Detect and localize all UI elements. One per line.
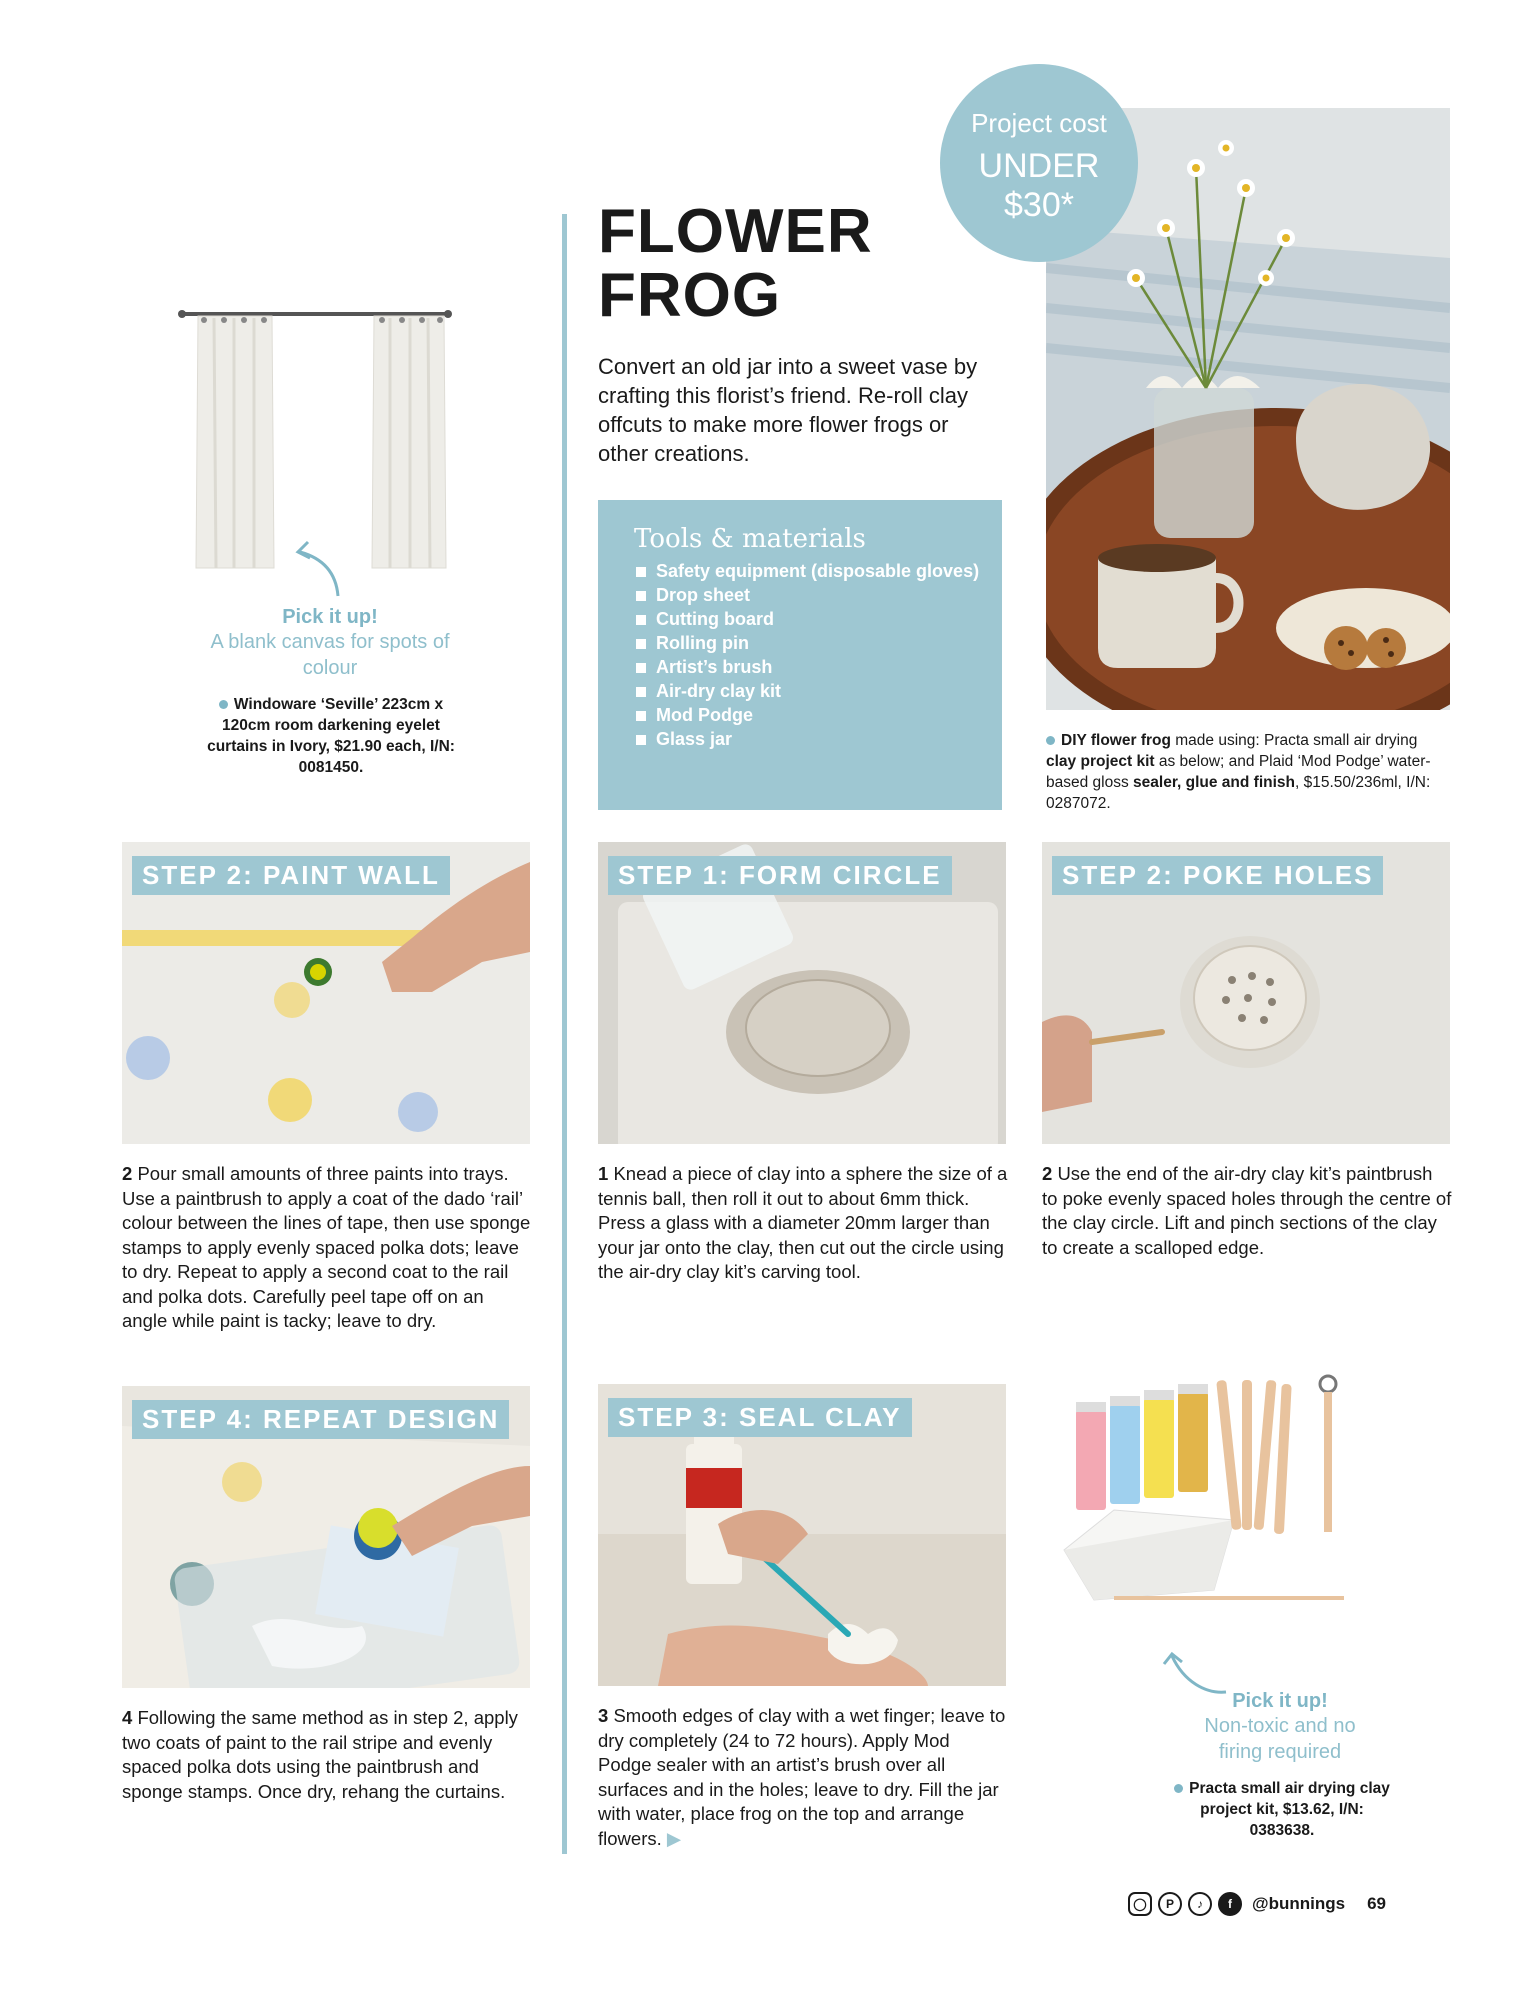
page-number: 69 bbox=[1367, 1894, 1386, 1913]
instagram-icon[interactable]: ◯ bbox=[1128, 1892, 1152, 1916]
list-item: Safety equipment (disposable gloves) bbox=[634, 560, 982, 583]
bullet-dot-icon bbox=[1046, 736, 1055, 745]
clay-product-info: Practa small air drying clay project kit, $13.62, I/N: 0383638. bbox=[1172, 1778, 1392, 1841]
tiktok-icon[interactable]: ♪ bbox=[1188, 1892, 1212, 1916]
pick-it-up-subtitle: A blank canvas for spots of colour bbox=[210, 631, 450, 679]
curtain-product-info: Windoware ‘Seville’ 223cm x 120cm room darkening eyelet curtains in Ivory, $21.90 each, I/N: 0081450. bbox=[207, 696, 455, 776]
list-item: Glass jar bbox=[634, 728, 982, 751]
pinterest-icon[interactable]: P bbox=[1158, 1892, 1182, 1916]
step-label: STEP 2: POKE HOLES bbox=[1052, 856, 1383, 895]
step-label: STEP 4: REPEAT DESIGN bbox=[132, 1400, 509, 1439]
step-label: STEP 1: FORM CIRCLE bbox=[608, 856, 952, 895]
curtain-pick-it-up bbox=[210, 606, 450, 681]
step-poke-holes-photo bbox=[1042, 842, 1450, 1144]
curtains-image bbox=[178, 306, 452, 576]
list-item: Air-dry clay kit bbox=[634, 680, 982, 703]
project-cost-badge: Project cost UNDER $30* bbox=[940, 64, 1138, 262]
tools-materials-box bbox=[598, 500, 1002, 810]
list-item: Artist’s brush bbox=[634, 656, 982, 679]
intro-text: Convert an old jar into a sweet vase by crafting this florist’s friend. Re-roll clay offcuts to make more flower frogs or other creations. bbox=[598, 354, 978, 466]
column-divider bbox=[562, 214, 567, 1854]
bullet-dot-icon bbox=[219, 700, 228, 709]
step-form-circle-text: 1 Knead a piece of clay into a sphere the size of a tennis ball, then roll it out to about 6mm thick. Press a glass with a diameter 20mm larger than your jar onto the clay, then cut out the circle using the air-dry clay kit’s carving tool. bbox=[598, 1163, 1008, 1282]
step-form-circle-photo bbox=[598, 842, 1006, 1144]
hero-caption: DIY flower frog made using: Practa small air drying clay project kit as below; and Plaid ‘Mod Podge’ water-based gloss sealer, glue and finish, $15.50/236ml, I/N: 0287072. bbox=[1046, 732, 1431, 812]
step-label: STEP 2: PAINT WALL bbox=[132, 856, 450, 895]
step-paint-wall-text: 2 Pour small amounts of three paints into trays. Use a paintbrush to apply a coat of the dado ‘rail’ colour between the lines of tape, then use sponge stamps to apply evenly spaced polka dots; leave to dry. Repeat to apply a second coat to the rail and polka dots. Carefully peel tape off on an angle while paint is tacky; leave to dry. bbox=[122, 1163, 531, 1331]
step-repeat-design-text: 4 Following the same method as in step 2, apply two coats of paint to the rail stripe and evenly spaced polka dots using the paintbrush and sponge stamps. Once dry, rehang the curtains. bbox=[122, 1707, 518, 1802]
pick-it-up-title: Pick it up! bbox=[282, 606, 378, 628]
footer bbox=[1128, 1892, 1386, 1916]
pick-it-up-title: Pick it up! bbox=[1232, 1690, 1328, 1712]
list-item: Cutting board bbox=[634, 608, 982, 631]
triangle-arrow-icon: ▶ bbox=[666, 1827, 682, 1849]
clay-pick-it-up bbox=[1180, 1690, 1380, 1765]
bullet-dot-icon bbox=[1174, 1784, 1183, 1793]
facebook-icon[interactable]: f bbox=[1218, 1892, 1242, 1916]
list-item: Mod Podge bbox=[634, 704, 982, 727]
list-item: Rolling pin bbox=[634, 632, 982, 655]
step-seal-clay-photo bbox=[598, 1384, 1006, 1686]
step-paint-wall-photo bbox=[122, 842, 530, 1144]
social-handle: @bunnings bbox=[1252, 1894, 1346, 1913]
tools-list bbox=[634, 560, 982, 751]
clay-kit-image bbox=[1054, 1370, 1354, 1640]
step-repeat-design-photo bbox=[122, 1386, 530, 1688]
pick-it-up-subtitle: Non-toxic and no firing required bbox=[1204, 1715, 1356, 1763]
curved-arrow-icon bbox=[290, 538, 350, 600]
tools-heading: Tools & materials bbox=[634, 524, 866, 554]
step-seal-clay-text: 3 Smooth edges of clay with a wet finger; leave to dry completely (24 to 72 hours). Apply Mod Podge sealer with an artist’s brush over all surfaces and in the holes; leave to dry. Fill the jar with water, place frog on the top and arrange flowers. ▶ bbox=[598, 1705, 1006, 1849]
list-item: Drop sheet bbox=[634, 584, 982, 607]
page-title: FLOWER FROG bbox=[598, 197, 873, 330]
step-poke-holes-text: 2 Use the end of the air-dry clay kit’s paintbrush to poke evenly spaced holes through the centre of the clay circle. Lift and pinch sections of the clay to create a scalloped edge. bbox=[1042, 1163, 1452, 1258]
step-label: STEP 3: SEAL CLAY bbox=[608, 1398, 912, 1437]
